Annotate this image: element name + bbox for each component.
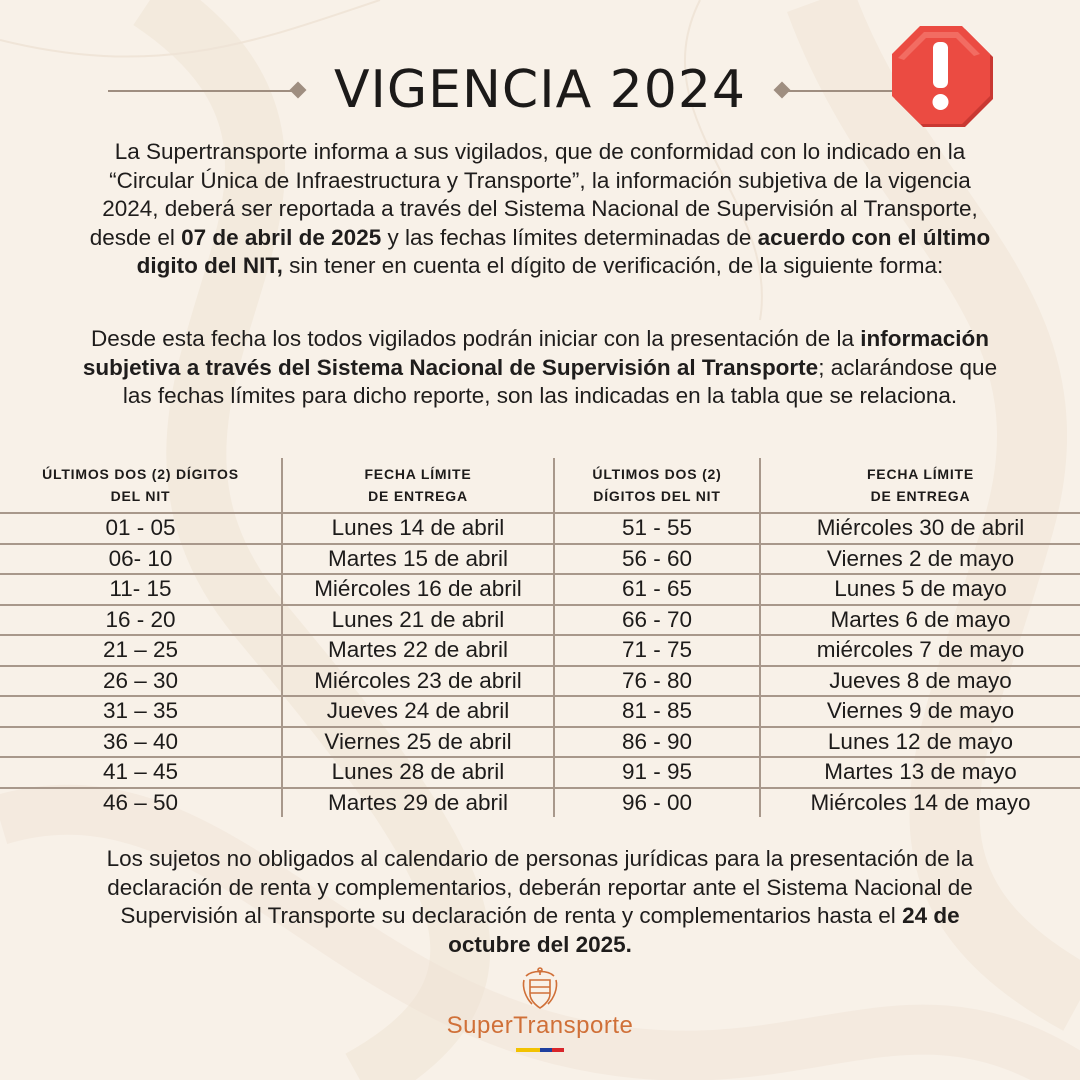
tax-text: Los sujetos no obligados al calendario de personas jurídicas para la presentación de la declaración de renta y complementarios, deberán reportar ante el Sistema Nacional de Supervisión al Transporte su declaración de renta y complementarios hasta el (106, 846, 974, 928)
flag-yellow (516, 1048, 540, 1052)
deadline-cell: Viernes 9 de mayo (760, 696, 1080, 727)
nit-range-cell: 81 - 85 (554, 696, 760, 727)
deadline-cell: Miércoles 30 de abril (760, 513, 1080, 544)
table-row (0, 605, 1080, 636)
coat-of-arms-icon (518, 966, 562, 1012)
table-row (0, 696, 1080, 727)
nit-range-cell: 51 - 55 (554, 513, 760, 544)
nit-range-cell: 26 – 30 (0, 666, 282, 697)
deadline-cell: Martes 13 de mayo (760, 757, 1080, 788)
nit-range-cell: 11- 15 (0, 574, 282, 605)
deadline-cell: Viernes 25 de abril (282, 727, 554, 758)
deadline-cell: Jueves 24 de abril (282, 696, 554, 727)
presentation-bold: información subjetiva a través del Sistema Nacional de Supervisión al Transporte (82, 326, 989, 380)
table-row (0, 635, 1080, 666)
title-rule-right (786, 90, 896, 92)
nit-range-cell: 66 - 70 (554, 605, 760, 636)
deadline-cell: Miércoles 14 de mayo (810, 789, 1031, 815)
deadline-table (0, 458, 1080, 817)
table-header-row (0, 458, 1080, 513)
table-row (0, 757, 1080, 788)
supertransporte-logo (420, 966, 660, 1056)
intro-text-1: La Supertransporte informa a sus vigilados, que de conformidad con lo indicado en la “Circular Única de Infraestructura y Transporte”, la información subjetiva de la vigencia 2024, deberá ser reportada a través del Sistema Nacional de Supervisión al Transporte, desde el (89, 139, 978, 250)
header-nit-digits-1 (0, 458, 282, 513)
header-text: DEL NIT (110, 488, 171, 504)
nit-range-cell: 06- 10 (0, 544, 282, 575)
header-text: ÚLTIMOS DOS (2) DÍGITOS (42, 466, 239, 482)
deadline-cell: Miércoles 16 de abril (282, 574, 554, 605)
deadline-cell: Lunes 5 de mayo (760, 574, 1080, 605)
table-row (0, 727, 1080, 758)
presentation-text-2: ; aclarándose que las fechas límites para dicho reporte, son las indicadas en la tabla que se relaciona. (122, 354, 998, 408)
nit-range-cell: 31 – 35 (0, 696, 282, 727)
intro-text-2: y las fechas límites determinadas de (381, 224, 758, 250)
nit-range-cell: 71 - 75 (554, 635, 760, 666)
nit-range-cell: 91 - 95 (554, 757, 760, 788)
header-text: FECHA LÍMITE (866, 466, 975, 482)
header-deadline-2 (760, 458, 1080, 513)
header-text: DE ENTREGA (368, 488, 468, 504)
flag-blue (540, 1048, 552, 1052)
nit-range-cell: 86 - 90 (554, 727, 760, 758)
tax-deadline: 24 de octubre del 2025. (448, 903, 960, 957)
deadline-cell: Martes 29 de abril (282, 788, 554, 818)
intro-paragraph (80, 138, 1000, 281)
nit-range-cell: 01 - 05 (0, 513, 282, 544)
table-row (0, 788, 1080, 818)
header-text: DÍGITOS DEL NIT (593, 488, 721, 504)
table-row (0, 544, 1080, 575)
deadline-cell: Miércoles 23 de abril (282, 666, 554, 697)
colombia-flag-stripe (516, 1048, 564, 1052)
header-text: ÚLTIMOS DOS (2) (592, 466, 722, 482)
header-deadline-1 (282, 458, 554, 513)
presentation-paragraph (80, 325, 1000, 411)
nit-range-cell: 96 - 00 (554, 788, 760, 818)
deadline-cell: Lunes 12 de mayo (760, 727, 1080, 758)
table-row (0, 574, 1080, 605)
exclamation-octagon-icon (884, 20, 996, 130)
header-nit-digits-2 (554, 458, 760, 513)
presentation-text-1: Desde esta fecha los todos vigilados podrán iniciar con la presentación de la (91, 326, 861, 351)
nit-range-cell: 61 - 65 (554, 574, 760, 605)
nit-range-cell: 16 - 20 (0, 605, 282, 636)
deadline-cell: miércoles 7 de mayo (760, 635, 1080, 666)
nit-range-cell: 46 – 50 (0, 788, 282, 818)
nit-range-cell: 41 – 45 (0, 757, 282, 788)
table-row (0, 513, 1080, 544)
deadline-cell: Lunes 21 de abril (282, 605, 554, 636)
deadline-cell: Viernes 2 de mayo (760, 544, 1080, 575)
nit-range-cell: 56 - 60 (554, 544, 760, 575)
page-title: VIGENCIA 2024 (333, 60, 747, 120)
deadline-cell: Lunes 28 de abril (282, 757, 554, 788)
deadline-cell: Martes 22 de abril (282, 635, 554, 666)
header-text: FECHA LÍMITE (364, 466, 472, 482)
intro-start-date: 07 de abril de 2025 (181, 224, 382, 250)
intro-nit-rule: acuerdo con el último digito del NIT, (136, 224, 991, 278)
tax-declaration-paragraph (80, 845, 1000, 959)
deadline-cell: Martes 15 de abril (282, 544, 554, 575)
flag-red (552, 1048, 564, 1052)
deadline-cell: Martes 6 de mayo (760, 605, 1080, 636)
nit-range-cell: 76 - 80 (554, 666, 760, 697)
intro-text-3: sin tener en cuenta el dígito de verificación, de la siguiente forma: (282, 253, 944, 278)
table-row (0, 666, 1080, 697)
nit-range-cell: 21 – 25 (0, 635, 282, 666)
nit-range-cell: 36 – 40 (0, 727, 282, 758)
header-text: DE ENTREGA (870, 488, 971, 504)
deadline-cell: Jueves 8 de mayo (760, 666, 1080, 697)
logo-name: SuperTransporte (446, 1012, 634, 1039)
deadline-cell: Lunes 14 de abril (282, 513, 554, 544)
